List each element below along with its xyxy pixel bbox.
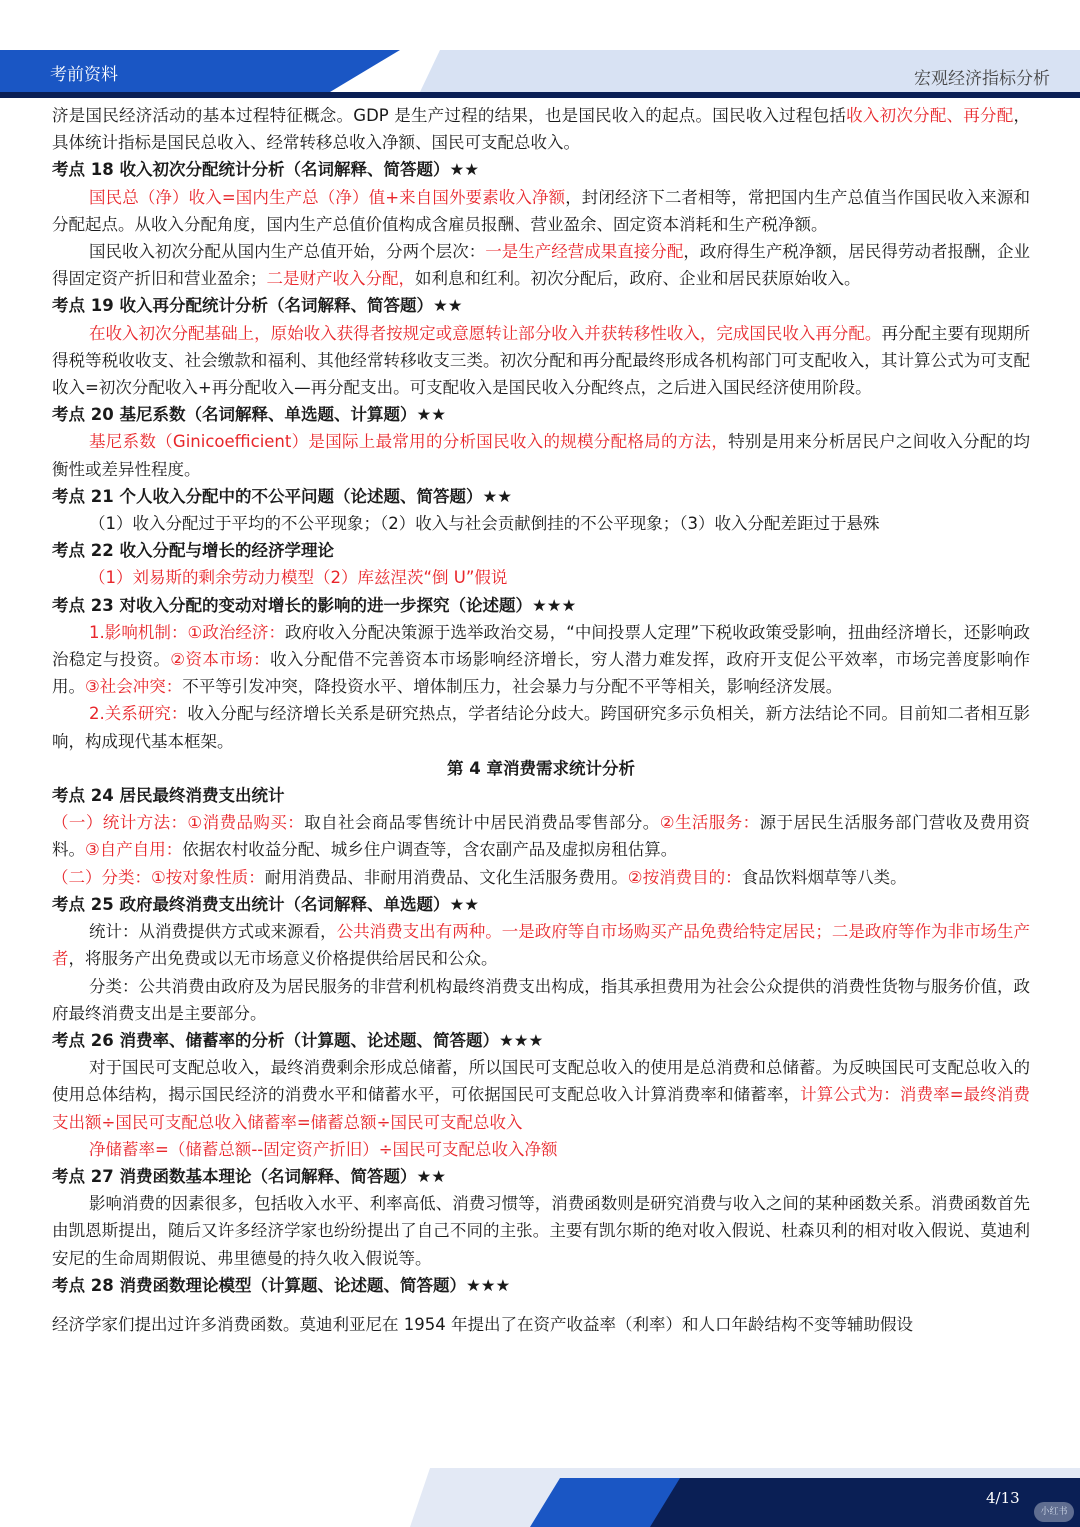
text-run: ，封闭经济下二者相等，常把国内生产总值当作国民收入来源和分配起点。从收入分配角度，国内生产总值价值构成含雇员报酬、营业盈余、固定资本消耗和生产税净额。	[52, 187, 1031, 234]
paragraph	[52, 809, 1030, 863]
highlight-text: （1）刘易斯的剩余劳动力模型（2）库兹涅茨“倒 U”假说	[89, 568, 508, 588]
text-run: 考点 26 消费率、储蓄率的分析（计算题、论述题、简答题）★★★	[52, 1030, 544, 1050]
text-run: 国民收入初次分配从国内生产总值开始，分两个层次：	[89, 242, 486, 262]
section-heading	[52, 592, 1030, 619]
page-number: 4/13	[986, 1489, 1020, 1507]
text-run: 统计：从消费提供方式或来源看，	[89, 922, 337, 942]
text-run: ，将服务产出免费或以无市场意义价格提供给居民和公众。	[68, 949, 498, 969]
watermark-stamp: 小红书	[1034, 1502, 1074, 1522]
highlight-text: 收入初次分配、再分配	[846, 106, 1014, 125]
highlight-text: ③社会冲突：	[85, 677, 183, 697]
highlight-text: ③自产自用：	[85, 840, 183, 860]
text-run: 不平等引发冲突，降投资水平、增体制压力，社会暴力与分配不平等相关，影响经济发展。	[182, 677, 843, 697]
paragraph	[52, 320, 1030, 402]
text-run: 特别是用来分析居民户之间收入分配的均衡性或差异性程度。	[52, 432, 1031, 479]
text-run: 考点 23 对收入分配的变动对增长的影响的进一步探究（论述题）★★★	[52, 595, 577, 615]
text-run: 再分配主要有现期所得税等税收收支、社会缴款和福利、其他经常转移收支三类。初次分配和再分配最终形成各机构部门可支配收入，其计算公式为可支配收入=初次分配收入+再分配收入—再分配支出。可支配收入是国民收入分配终点，之后进入国民经济使用阶段。	[52, 323, 1031, 398]
paragraph	[52, 918, 1030, 972]
text-run: 考点 27 消费函数基本理论（名词解释、简答题）★★	[52, 1166, 447, 1186]
highlight-text: ②按消费目的：	[627, 867, 742, 887]
text-run: 影响消费的因素很多，包括收入水平、利率高低、消费习惯等，消费函数则是研究消费与收入之间的某种函数关系。消费函数首先由凯恩斯提出，随后又许多经济学家也纷纷提出了自己不同的主张。主要有凯尔斯的绝对收入假说、杜森贝利的相对收入假说、莫迪利安尼的生命周期假说、弗里德曼的持久收入假说等。	[52, 1194, 1030, 1268]
text-run: 考点 22 收入分配与增长的经济学理论	[52, 541, 334, 561]
text-run: 考点 19 收入再分配统计分析（名词解释、简答题）★★	[52, 296, 463, 316]
paragraph	[52, 700, 1030, 754]
paragraph	[52, 510, 1030, 537]
highlight-text: 基尼系数（Ginicoefficient）是国际上最常用的分析国民收入的规模分配格局的方法，	[89, 432, 729, 452]
document-body	[52, 102, 1030, 1338]
highlight-text: （一）统计方法：①消费品购买：	[52, 813, 305, 833]
paragraph	[52, 564, 1030, 591]
paragraph	[52, 1190, 1030, 1272]
highlight-text: 在收入初次分配基础上，原始收入获得者按规定或意愿转让部分收入并获转移性收入，完成国民收入再分配。	[89, 323, 882, 343]
text-run: 如利息和红利。初次分配后，政府、企业和居民获原始收入。	[415, 269, 861, 289]
text-run: 经济学家们提出过许多消费函数。莫迪利亚尼在 1954 年提出了在资产收益率（利率）和人口年龄结构不变等辅助假设	[52, 1314, 913, 1334]
text-run: 收入分配与经济增长关系是研究热点，学者结论分歧大。跨国研究多示负相关，新方法结论不同。目前知二者相互影响，构成现代基本框架。	[52, 704, 1031, 751]
chapter-title	[52, 755, 1030, 782]
section-heading	[52, 891, 1030, 918]
header-left-label: 考前资料	[50, 65, 118, 85]
text-run: 济是国民经济活动的基本过程特征概念。GDP 是生产过程的结果，也是国民收入的起点。国民收入过程包括	[52, 106, 847, 125]
section-heading	[52, 156, 1030, 183]
highlight-text: 净储蓄率=（储蓄总额--固定资产折旧）÷国民可支配总收入净额	[89, 1139, 558, 1159]
highlight-text: ②资本市场：	[170, 650, 270, 670]
section-heading	[52, 537, 1030, 564]
paragraph	[52, 102, 1030, 156]
text-run: （1）收入分配过于平均的不公平现象；（2）收入与社会贡献倒挂的不公平现象；（3）收入分配差距过于悬殊	[89, 514, 880, 534]
paragraph	[52, 1136, 1030, 1163]
highlight-text: 计算公式为：消费率=最终消费支出额÷国民可支配总收入储蓄率=储蓄总额÷国民可支配总收入	[52, 1085, 1031, 1132]
text-run: 取自社会商品零售统计中居民消费品零售部分。	[304, 813, 660, 833]
paragraph	[52, 184, 1030, 238]
section-heading	[52, 292, 1030, 319]
highlight-text: 1.影响机制：①政治经济：	[89, 622, 286, 642]
text-run: 源于居民生活服务部门营收及费用资料。	[52, 813, 1031, 860]
text-run: 分类：公共消费由政府及为居民服务的非营利机构最终消费支出构成，指其承担费用为社会公众提供的消费性货物与服务价值，政府最终消费支出是主要部分。	[52, 976, 1030, 1023]
text-run: 依据农村收益分配、城乡住户调查等，含农副产品及虚拟房租估算。	[182, 840, 678, 860]
highlight-text: （二）分类：①按对象性质：	[52, 867, 265, 887]
section-heading	[52, 782, 1030, 809]
text-run: 考点 20 基尼系数（名词解释、单选题、计算题）★★	[52, 405, 447, 425]
text-run: ，具体统计指标是国民总收入、经常转移总收入净额、国民可支配总收入。	[52, 106, 1031, 153]
text-run: 收入分配借不完善资本市场影响经济增长，穷人潜力难发挥，政府开支促公平效率，市场完善度影响作用。	[52, 650, 1031, 697]
page-footer	[0, 1468, 1080, 1527]
highlight-text: 2.关系研究：	[89, 704, 188, 724]
text-run: ，政府得生产税净额，居民得劳动者报酬，企业得固定资产折旧和营业盈余；	[52, 242, 1031, 289]
section-heading	[52, 1027, 1030, 1054]
highlight-text: 一是生产经营成果直接分配	[485, 242, 684, 262]
text-run: 考点 24 居民最终消费支出统计	[52, 786, 285, 806]
paragraph	[52, 973, 1030, 1027]
text-run: 对于国民可支配总收入，最终消费剩余形成总储蓄，所以国民可支配总收入的使用是总消费和总储蓄。为反映国民可支配总收入的使用总体结构，揭示国民经济的消费水平和储蓄水平，可依据国民可支配总收入计算消费率和储蓄率，	[52, 1058, 1030, 1105]
text-run: 考点 28 消费函数理论模型（计算题、论述题、简答题）★★★	[52, 1275, 511, 1295]
section-heading	[52, 483, 1030, 510]
section-heading	[52, 401, 1030, 428]
text-run: 第 4 章消费需求统计分析	[447, 758, 635, 778]
highlight-text: 公共消费支出有两种。一是政府等自市场购买产品免费给特定居民；二是政府等作为非市场生产者	[52, 922, 1031, 969]
highlight-text: 国民总（净）收入=国内生产总（净）值+来自国外要素收入净额	[89, 187, 566, 207]
section-heading	[52, 1163, 1030, 1190]
paragraph	[52, 864, 1030, 891]
text-run: 政府收入分配决策源于选举政治交易，“中间投票人定理”下税收政策受影响，扭曲经济增长，还影响政治稳定与投资。	[52, 622, 1030, 670]
footer-banner-shape	[0, 1468, 1080, 1527]
paragraph	[52, 1054, 1030, 1136]
paragraph	[52, 428, 1030, 482]
paragraph	[52, 238, 1030, 292]
text-run: 考点 18 收入初次分配统计分析（名词解释、简答题）★★	[52, 160, 480, 180]
text-run: 食品饮料烟草等八类。	[741, 867, 907, 887]
highlight-text: 二是财产收入分配，	[266, 269, 415, 289]
text-run: 考点 25 政府最终消费支出统计（名词解释、单选题）★★	[52, 894, 480, 914]
paragraph	[52, 1311, 1030, 1338]
section-heading	[52, 1272, 1030, 1299]
highlight-text: ②生活服务：	[659, 813, 760, 833]
paragraph	[52, 619, 1030, 701]
header-right-title: 宏观经济指标分析	[914, 69, 1050, 89]
page-header	[0, 0, 1080, 102]
text-run: 耐用消费品、非耐用消费品、文化生活服务费用。	[264, 867, 628, 887]
text-run: 考点 21 个人收入分配中的不公平问题（论述题、简答题）★★	[52, 486, 513, 506]
